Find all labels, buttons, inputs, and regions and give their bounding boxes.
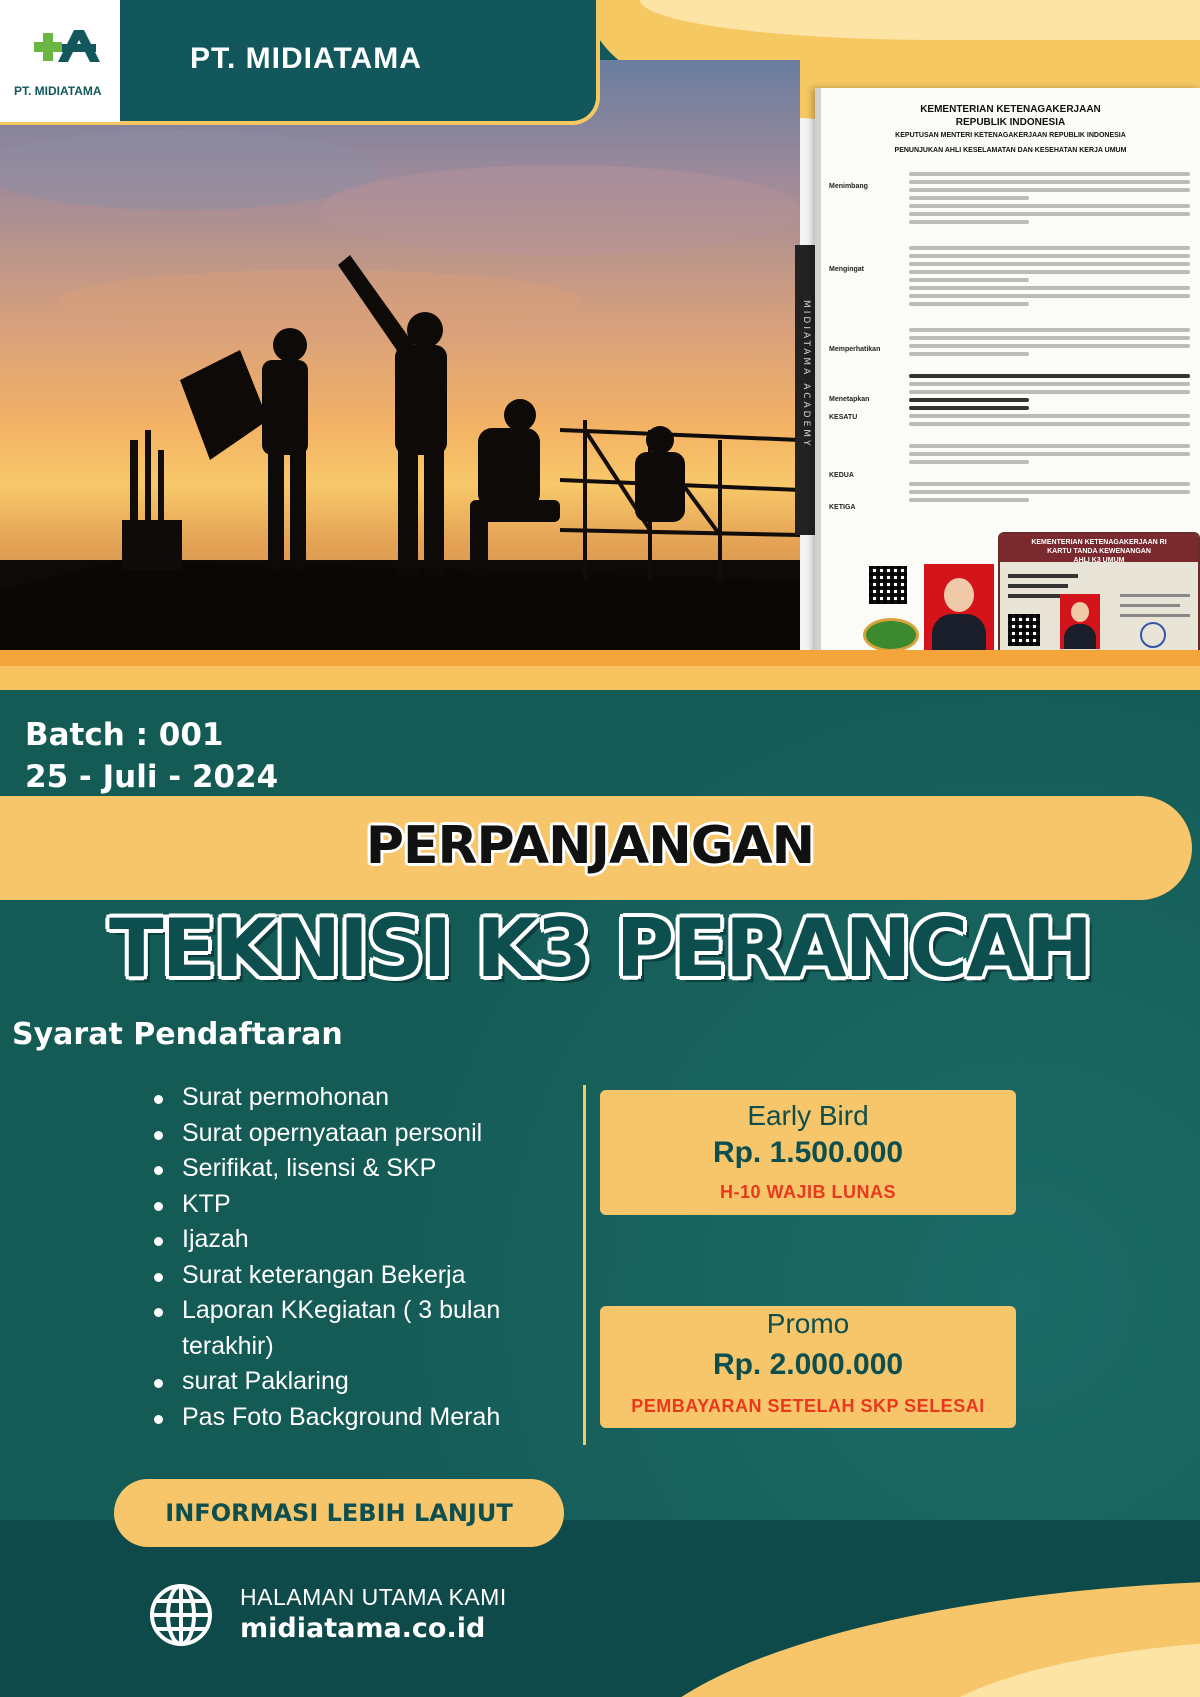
card-title: KEMENTERIAN KETENAGAKERJAAN RI [1031,539,1167,546]
cert-label-memperhatikan: Memperhatikan [829,346,881,353]
price-card-promo [600,1306,1016,1428]
vertical-divider [583,1085,586,1445]
price-note: PEMBAYARAN SETELAH SKP SELESAI [631,1396,985,1416]
list-item: Surat keterangan Bekerja [180,1258,560,1294]
company-logo [0,0,120,122]
spine-label: MIDIATAMA ACADEMY [801,300,811,449]
header-bar [0,0,600,125]
cert-label-mengingat: Mengingat [829,266,864,273]
cert-republic: REPUBLIK INDONESIA [955,116,1066,128]
more-info-button[interactable]: INFORMASI LEBIH LANJUT [114,1479,564,1547]
globe-icon [148,1582,214,1648]
list-item: Surat opernyataan personil [180,1116,560,1152]
homepage-link[interactable]: midiatama.co.id [240,1613,486,1644]
k3-logo [863,618,919,652]
card-qr-code [1008,614,1040,646]
qr-code [869,566,907,604]
holder-photo [924,564,994,654]
authority-card [998,532,1200,662]
list-item: Pas Foto Background Merah [180,1400,560,1436]
cert-label-ketiga: KETIGA [829,504,856,511]
title-perpanjangan: PERPANJANGAN [365,816,815,876]
cert-label-menimbang: Menimbang [829,183,868,190]
list-item: surat Paklaring [180,1364,560,1400]
cert-decree: KEPUTUSAN MENTERI KETENAGAKERJAAN REPUBLIK INDONESIA [895,132,1126,139]
cert-label-menetapkan: Menetapkan [829,396,870,403]
cert-subject: PENUNJUKAN AHLI KESELAMATAN DAN KESEHATAN KERJA UMUM [894,146,1127,154]
batch-number: Batch : 001 [25,717,224,753]
requirements-list [180,1080,560,1435]
cert-label-kesatu: KESATU [829,414,858,421]
card-subtitle: KARTU TANDA KEWENANGAN [1047,548,1151,556]
price-label: Early Bird [747,1100,869,1131]
price-label: Promo [766,1308,850,1339]
title-program: TEKNISI K3 PERANCAH [109,902,1091,995]
price-value: Rp. 1.500.000 [712,1136,904,1169]
list-item: Serifikat, lisensi & SKP [180,1151,560,1187]
list-item: Surat permohonan [180,1080,560,1116]
batch-date: 25 - Juli - 2024 [25,759,279,795]
cert-ministry: KEMENTERIAN KETENAGAKERJAAN [920,104,1101,115]
list-item: Laporan KKegiatan ( 3 bulan terakhir) [180,1293,560,1364]
batch-info [25,714,278,798]
homepage-label: HALAMAN UTAMA KAMI [240,1584,507,1610]
construction-photo [0,60,800,650]
logo-text: PT. MIDIATAMA [14,84,102,98]
cert-label-kedua: KEDUA [829,472,854,479]
price-card-early-bird [600,1090,1016,1215]
list-item: KTP [180,1187,560,1223]
price-value: Rp. 2.000.000 [712,1348,904,1381]
card-subtitle-2: AHLI K3 UMUM [1073,557,1125,565]
requirements-heading: Syarat Pendaftaran [12,1017,343,1052]
orange-band [0,650,1200,666]
company-name: PT. MIDIATAMA [190,42,422,75]
hero-section [0,0,1200,690]
midiatama-logo-icon [0,0,120,80]
price-note: H-10 WAJIB LUNAS [719,1182,897,1202]
list-item: Ijazah [180,1222,560,1258]
yellow-band [0,666,1200,690]
